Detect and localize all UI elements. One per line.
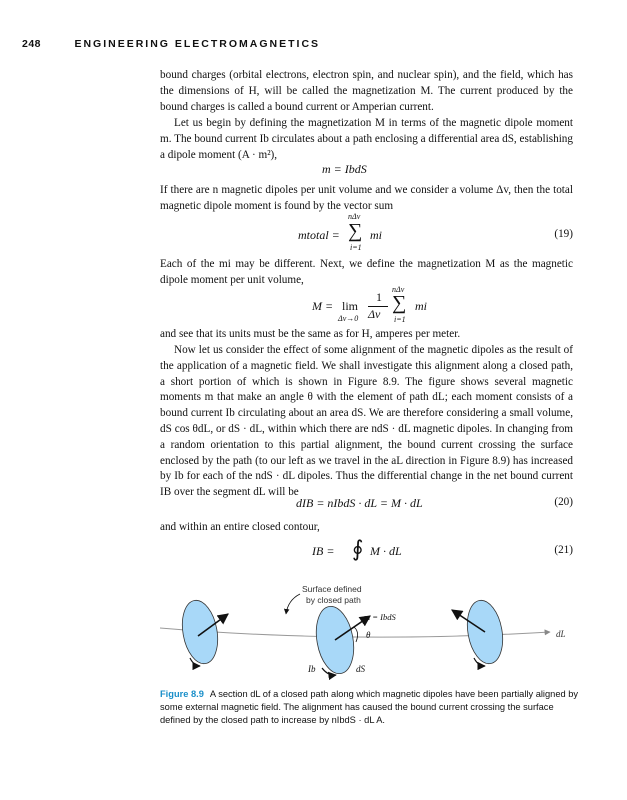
eqM-lhs: M = — [312, 299, 334, 313]
figure-8-9 — [160, 580, 600, 685]
eq20-number: (20) — [554, 496, 573, 508]
label-theta: θ — [366, 630, 371, 640]
paragraph-5: and see that its units must be the same as for H, amperes per meter. — [160, 328, 461, 340]
eq19-lower: i=1 — [350, 243, 362, 252]
paragraph-6: Now let us consider the effect of some alignment of the magnetic dipoles as the result of the application of a magnetic field. We shall investigate this alignment along a closed path, a short portion of which is shown in Figure 8.9. The figure shows several magnetic moments m that make an angle θ with the element of path dL; each moment consists of a bound current Ib circulating about an area dS. We are therefore considering a small volume, dS cos θdL, or dS · dL, within which there are ndS · dL magnetic dipoles. In changing from a random orientation to this partial alignment, the bound current crossing the surface enclosed by the path (to our left as we travel in the aL direction in Figure 8.9) has increased by Ib for each of the ndS · dL dipoles. Thus the differential change in the net bound current IB over the segment dL will be — [160, 344, 573, 499]
eq21-rhs: M · dL — [370, 544, 402, 558]
theta-arc — [354, 627, 358, 642]
equation-m: m = IbdS — [322, 162, 367, 176]
sum-symbol: ∑ — [348, 220, 363, 242]
eq19-term: mi — [370, 228, 382, 242]
page-number: 248 — [22, 38, 42, 50]
figure-caption — [160, 688, 580, 728]
paragraph-7: and within an entire closed contour, — [160, 521, 320, 533]
figure-label: Figure 8.9 — [160, 689, 204, 699]
caption-text: A section dL of a closed path along which magnetic dipoles have been partially aligned by some external magnetic field. The alignment has caused the bound current crossing the surface defined by the closed path to increase by nIbdS · dL A. — [160, 689, 579, 726]
equation-20: dIB = nIbdS · dL = M · dL — [296, 496, 423, 510]
eqM-lower: i=1 — [394, 315, 406, 324]
dipole-disk-1 — [178, 598, 223, 667]
eqM-upper: nΔv — [392, 285, 405, 294]
label-surface-line2: by closed path — [306, 595, 361, 605]
eq19-upper: nΔv — [348, 212, 361, 221]
eqM-frac-den: Δv — [368, 307, 381, 321]
eq21-number: (21) — [554, 544, 573, 556]
sum-symbol: ∑ — [392, 292, 407, 314]
eq19-lhs: mtotal = — [298, 228, 340, 242]
eq19-number: (19) — [554, 228, 573, 240]
label-Ib: Ib — [308, 664, 316, 674]
eqM-term: mi — [415, 299, 427, 313]
label-surface-line1: Surface defined — [302, 584, 362, 594]
running-title: ENGINEERING ELECTROMAGNETICS — [74, 38, 321, 50]
dipole-diagram — [160, 580, 600, 685]
paragraph-2: Let us begin by defining the magnetization M in terms of the magnetic dipole moment m. The bound current Ib circulates about a path enclosing a differential area dS, establishing a dipole moment (A · m²), — [160, 117, 573, 161]
label-dL: dL — [556, 629, 566, 639]
contour-integral-symbol: ∮ — [352, 536, 364, 561]
eqM-frac-num: 1 — [376, 290, 382, 304]
label-dS: dS — [356, 664, 365, 674]
paragraph-1: bound charges (orbital electrons, electron spin, and nuclear spin), and the field, which has the dimensions of H, will be called the magnetization M. The current produced by the bound charges is called a bound current or Amperian current. — [160, 69, 573, 113]
eqM-lim: lim — [342, 299, 359, 313]
page-header — [22, 38, 320, 50]
paragraph-4: Each of the mi may be different. Next, we define the magnetization M as the magnetic dipole moment per unit volume, — [160, 258, 573, 286]
eqM-limsub: Δv→0 — [338, 314, 359, 323]
label-m: m = IbdS — [364, 612, 396, 622]
paragraph-3: If there are n magnetic dipoles per unit volume and we consider a volume Δv, then the total magnetic dipole moment is found by the vector sum — [160, 184, 573, 212]
eq21-lhs: IB = — [312, 544, 335, 558]
surface-leader — [286, 594, 300, 614]
